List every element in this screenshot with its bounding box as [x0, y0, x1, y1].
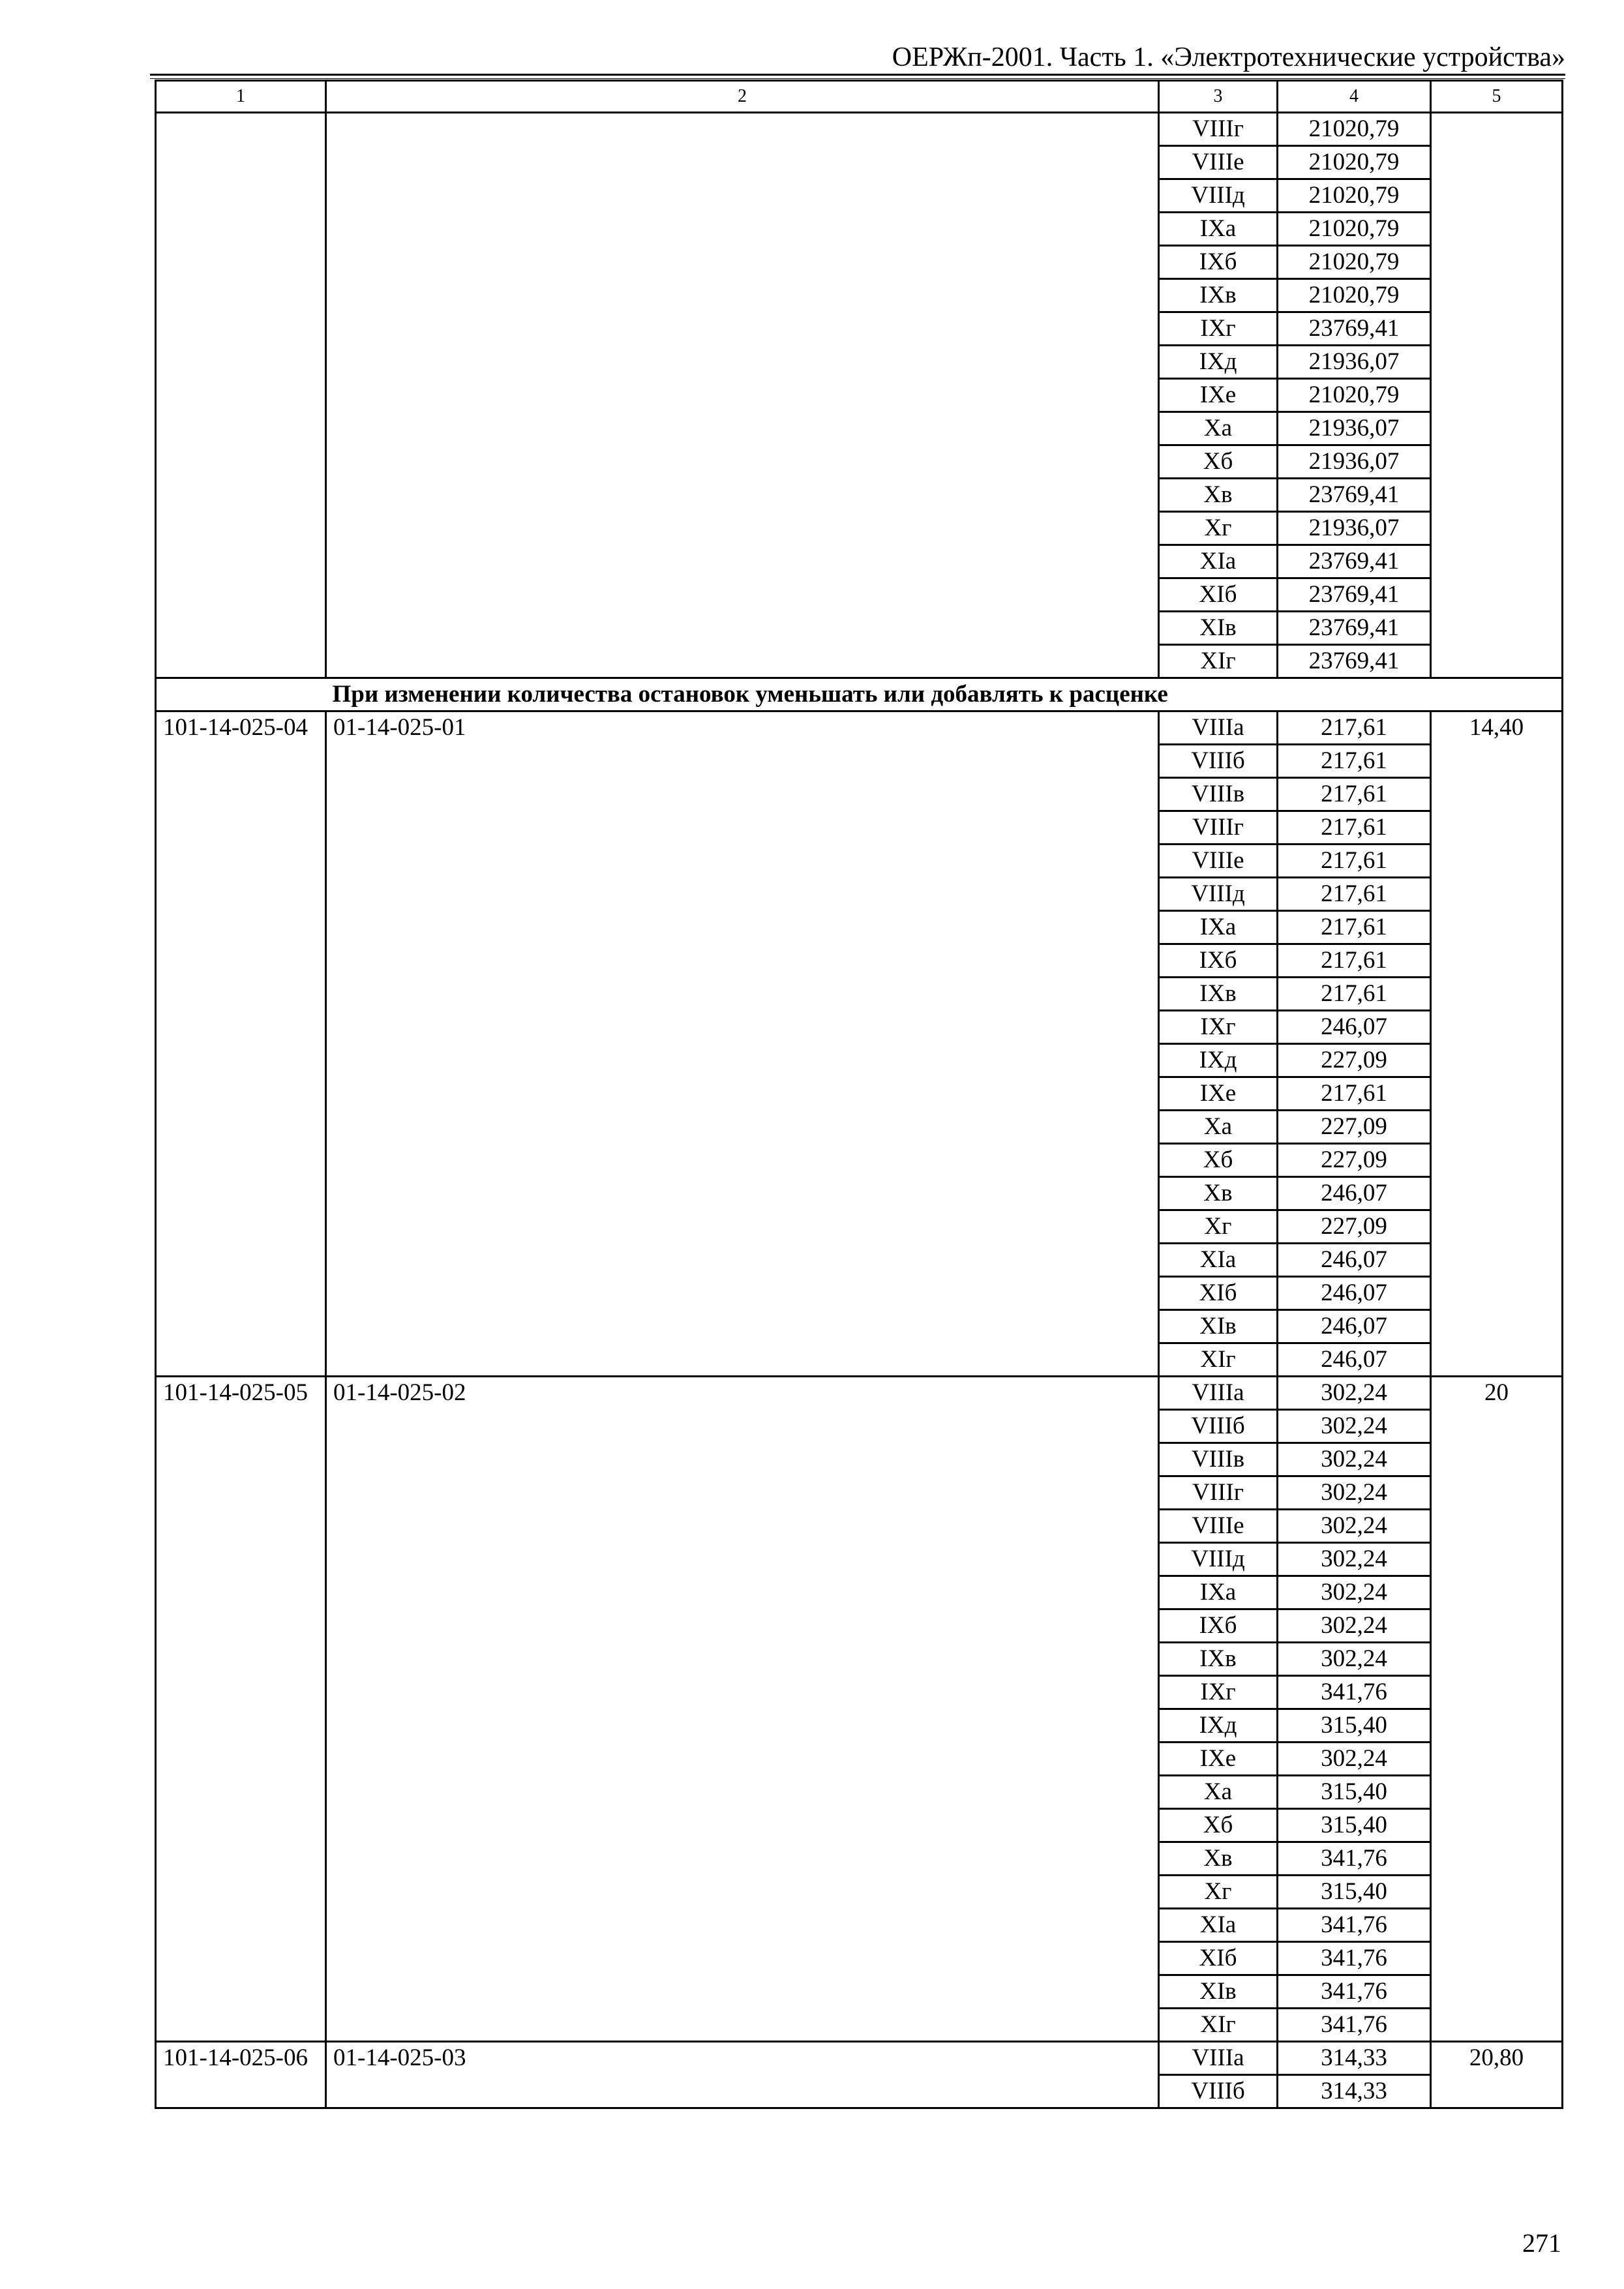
- table-row: [156, 711, 1563, 745]
- zone-cell: IXб: [1159, 944, 1278, 978]
- rate-code-cell: 101-14-025-05: [156, 1377, 326, 2042]
- value-cell: 246,07: [1278, 1310, 1431, 1343]
- value-cell: 217,61: [1278, 1077, 1431, 1111]
- rates-table: [155, 80, 1563, 2109]
- value-cell: 217,61: [1278, 944, 1431, 978]
- reference-cell: 01-14-025-02: [326, 1377, 1159, 2042]
- value-cell: 302,24: [1278, 1743, 1431, 1776]
- zone-cell: XIа: [1159, 545, 1278, 578]
- zone-cell: IXе: [1159, 379, 1278, 412]
- zone-cell: IXе: [1159, 1077, 1278, 1111]
- value-cell: 341,76: [1278, 1676, 1431, 1709]
- rates-table-body: [156, 81, 1563, 2108]
- value-cell: 315,40: [1278, 1776, 1431, 1809]
- zone-cell: VIIIг: [1159, 811, 1278, 845]
- zone-cell: IXб: [1159, 246, 1278, 279]
- value-cell: 315,40: [1278, 1809, 1431, 1842]
- zone-cell: VIIIв: [1159, 778, 1278, 811]
- zone-cell: VIIIа: [1159, 711, 1278, 745]
- rate-code-cell: [156, 113, 326, 678]
- zone-cell: XIв: [1159, 1310, 1278, 1343]
- value-cell: 21020,79: [1278, 213, 1431, 246]
- rate-code-cell: 101-14-025-04: [156, 711, 326, 1377]
- zone-cell: VIIIг: [1159, 113, 1278, 146]
- zone-cell: VIIIе: [1159, 845, 1278, 878]
- value-cell: 23769,41: [1278, 545, 1431, 578]
- zone-cell: XIг: [1159, 2009, 1278, 2042]
- zone-cell: XIг: [1159, 645, 1278, 678]
- value-cell: 341,76: [1278, 2009, 1431, 2042]
- table-row: [156, 113, 1563, 146]
- table-row: [156, 1377, 1563, 1410]
- zone-cell: XIб: [1159, 1942, 1278, 1975]
- value-cell: 246,07: [1278, 1343, 1431, 1377]
- value-cell: 302,24: [1278, 1609, 1431, 1643]
- extra-value-cell: [1431, 113, 1563, 678]
- reference-cell: 01-14-025-03: [326, 2042, 1159, 2108]
- zone-cell: VIIIд: [1159, 878, 1278, 911]
- column-number-row: [156, 81, 1563, 113]
- value-cell: 341,76: [1278, 1909, 1431, 1942]
- zone-cell: Xг: [1159, 512, 1278, 545]
- value-cell: 246,07: [1278, 1277, 1431, 1310]
- value-cell: 341,76: [1278, 1975, 1431, 2009]
- value-cell: 217,61: [1278, 811, 1431, 845]
- value-cell: 302,24: [1278, 1510, 1431, 1543]
- zone-cell: XIб: [1159, 578, 1278, 612]
- zone-cell: VIIIа: [1159, 1377, 1278, 1410]
- value-cell: 302,24: [1278, 1410, 1431, 1443]
- extra-value-cell: 20,80: [1431, 2042, 1563, 2108]
- value-cell: 246,07: [1278, 1177, 1431, 1210]
- value-cell: 315,40: [1278, 1709, 1431, 1743]
- zone-cell: VIIIв: [1159, 1443, 1278, 1476]
- zone-cell: VIIIб: [1159, 2075, 1278, 2108]
- zone-cell: IXв: [1159, 279, 1278, 312]
- value-cell: 302,24: [1278, 1377, 1431, 1410]
- zone-cell: IXд: [1159, 1709, 1278, 1743]
- zone-cell: XIб: [1159, 1277, 1278, 1310]
- value-cell: 227,09: [1278, 1144, 1431, 1177]
- value-cell: 302,24: [1278, 1476, 1431, 1510]
- value-cell: 302,24: [1278, 1643, 1431, 1676]
- zone-cell: XIа: [1159, 1909, 1278, 1942]
- value-cell: 314,33: [1278, 2042, 1431, 2075]
- zone-cell: IXа: [1159, 911, 1278, 944]
- value-cell: 23769,41: [1278, 312, 1431, 346]
- zone-cell: Xг: [1159, 1876, 1278, 1909]
- value-cell: 302,24: [1278, 1443, 1431, 1476]
- zone-cell: Xг: [1159, 1210, 1278, 1244]
- value-cell: 21936,07: [1278, 445, 1431, 479]
- zone-cell: Xб: [1159, 445, 1278, 479]
- value-cell: 302,24: [1278, 1543, 1431, 1576]
- value-cell: 217,61: [1278, 845, 1431, 878]
- zone-cell: Xв: [1159, 479, 1278, 512]
- header-rule: [150, 74, 1565, 76]
- zone-cell: IXб: [1159, 1609, 1278, 1643]
- value-cell: 341,76: [1278, 1942, 1431, 1975]
- zone-cell: Xб: [1159, 1144, 1278, 1177]
- zone-cell: VIIIг: [1159, 1476, 1278, 1510]
- zone-cell: Xа: [1159, 1776, 1278, 1809]
- value-cell: 23769,41: [1278, 612, 1431, 645]
- column-number-4: 4: [1278, 81, 1431, 113]
- zone-cell: VIIIд: [1159, 1543, 1278, 1576]
- value-cell: 21936,07: [1278, 412, 1431, 445]
- zone-cell: Xв: [1159, 1177, 1278, 1210]
- value-cell: 227,09: [1278, 1210, 1431, 1244]
- rate-code-cell: 101-14-025-06: [156, 2042, 326, 2108]
- zone-cell: IXв: [1159, 978, 1278, 1011]
- value-cell: 217,61: [1278, 778, 1431, 811]
- value-cell: 217,61: [1278, 978, 1431, 1011]
- zone-cell: VIIIд: [1159, 179, 1278, 213]
- zone-cell: IXв: [1159, 1643, 1278, 1676]
- value-cell: 246,07: [1278, 1244, 1431, 1277]
- zone-cell: VIIIе: [1159, 1510, 1278, 1543]
- note-row-spacer: [156, 678, 326, 711]
- extra-value-cell: 20: [1431, 1377, 1563, 2042]
- column-number-1: 1: [156, 81, 326, 113]
- value-cell: 21020,79: [1278, 113, 1431, 146]
- value-cell: 217,61: [1278, 745, 1431, 778]
- value-cell: 21020,79: [1278, 146, 1431, 179]
- zone-cell: VIIIб: [1159, 745, 1278, 778]
- zone-cell: IXа: [1159, 213, 1278, 246]
- column-number-3: 3: [1159, 81, 1278, 113]
- table-row: [156, 2042, 1563, 2075]
- value-cell: 23769,41: [1278, 479, 1431, 512]
- zone-cell: IXа: [1159, 1576, 1278, 1609]
- page-header: ОЕРЖп-2001. Часть 1. «Электротехнические устройства»: [892, 42, 1565, 72]
- zone-cell: Xа: [1159, 1111, 1278, 1144]
- value-cell: 227,09: [1278, 1111, 1431, 1144]
- value-cell: 217,61: [1278, 711, 1431, 745]
- header-rule-thin: [150, 78, 1565, 79]
- zone-cell: XIв: [1159, 1975, 1278, 2009]
- zone-cell: IXг: [1159, 312, 1278, 346]
- reference-cell: [326, 113, 1159, 678]
- value-cell: 341,76: [1278, 1842, 1431, 1876]
- extra-value-cell: 14,40: [1431, 711, 1563, 1377]
- zone-cell: XIв: [1159, 612, 1278, 645]
- zone-cell: IXд: [1159, 1044, 1278, 1077]
- value-cell: 217,61: [1278, 878, 1431, 911]
- zone-cell: VIIIб: [1159, 1410, 1278, 1443]
- value-cell: 314,33: [1278, 2075, 1431, 2108]
- zone-cell: Xа: [1159, 412, 1278, 445]
- note-text: При изменении количества остановок уменьшать или добавлять к расценке: [326, 678, 1563, 711]
- value-cell: 23769,41: [1278, 578, 1431, 612]
- value-cell: 227,09: [1278, 1044, 1431, 1077]
- zone-cell: XIа: [1159, 1244, 1278, 1277]
- zone-cell: IXд: [1159, 346, 1278, 379]
- value-cell: 302,24: [1278, 1576, 1431, 1609]
- zone-cell: IXг: [1159, 1676, 1278, 1709]
- column-number-2: 2: [326, 81, 1159, 113]
- value-cell: 217,61: [1278, 911, 1431, 944]
- reference-cell: 01-14-025-01: [326, 711, 1159, 1377]
- zone-cell: XIг: [1159, 1343, 1278, 1377]
- value-cell: 21020,79: [1278, 246, 1431, 279]
- zone-cell: IXе: [1159, 1743, 1278, 1776]
- value-cell: 21936,07: [1278, 346, 1431, 379]
- note-row: [156, 678, 1563, 711]
- value-cell: 21020,79: [1278, 179, 1431, 213]
- value-cell: 21020,79: [1278, 279, 1431, 312]
- value-cell: 246,07: [1278, 1011, 1431, 1044]
- page-number: 271: [1522, 2228, 1561, 2258]
- value-cell: 23769,41: [1278, 645, 1431, 678]
- zone-cell: VIIIе: [1159, 146, 1278, 179]
- zone-cell: VIIIа: [1159, 2042, 1278, 2075]
- value-cell: 21936,07: [1278, 512, 1431, 545]
- value-cell: 21020,79: [1278, 379, 1431, 412]
- value-cell: 315,40: [1278, 1876, 1431, 1909]
- column-number-5: 5: [1431, 81, 1563, 113]
- zone-cell: IXг: [1159, 1011, 1278, 1044]
- zone-cell: Xб: [1159, 1809, 1278, 1842]
- zone-cell: Xв: [1159, 1842, 1278, 1876]
